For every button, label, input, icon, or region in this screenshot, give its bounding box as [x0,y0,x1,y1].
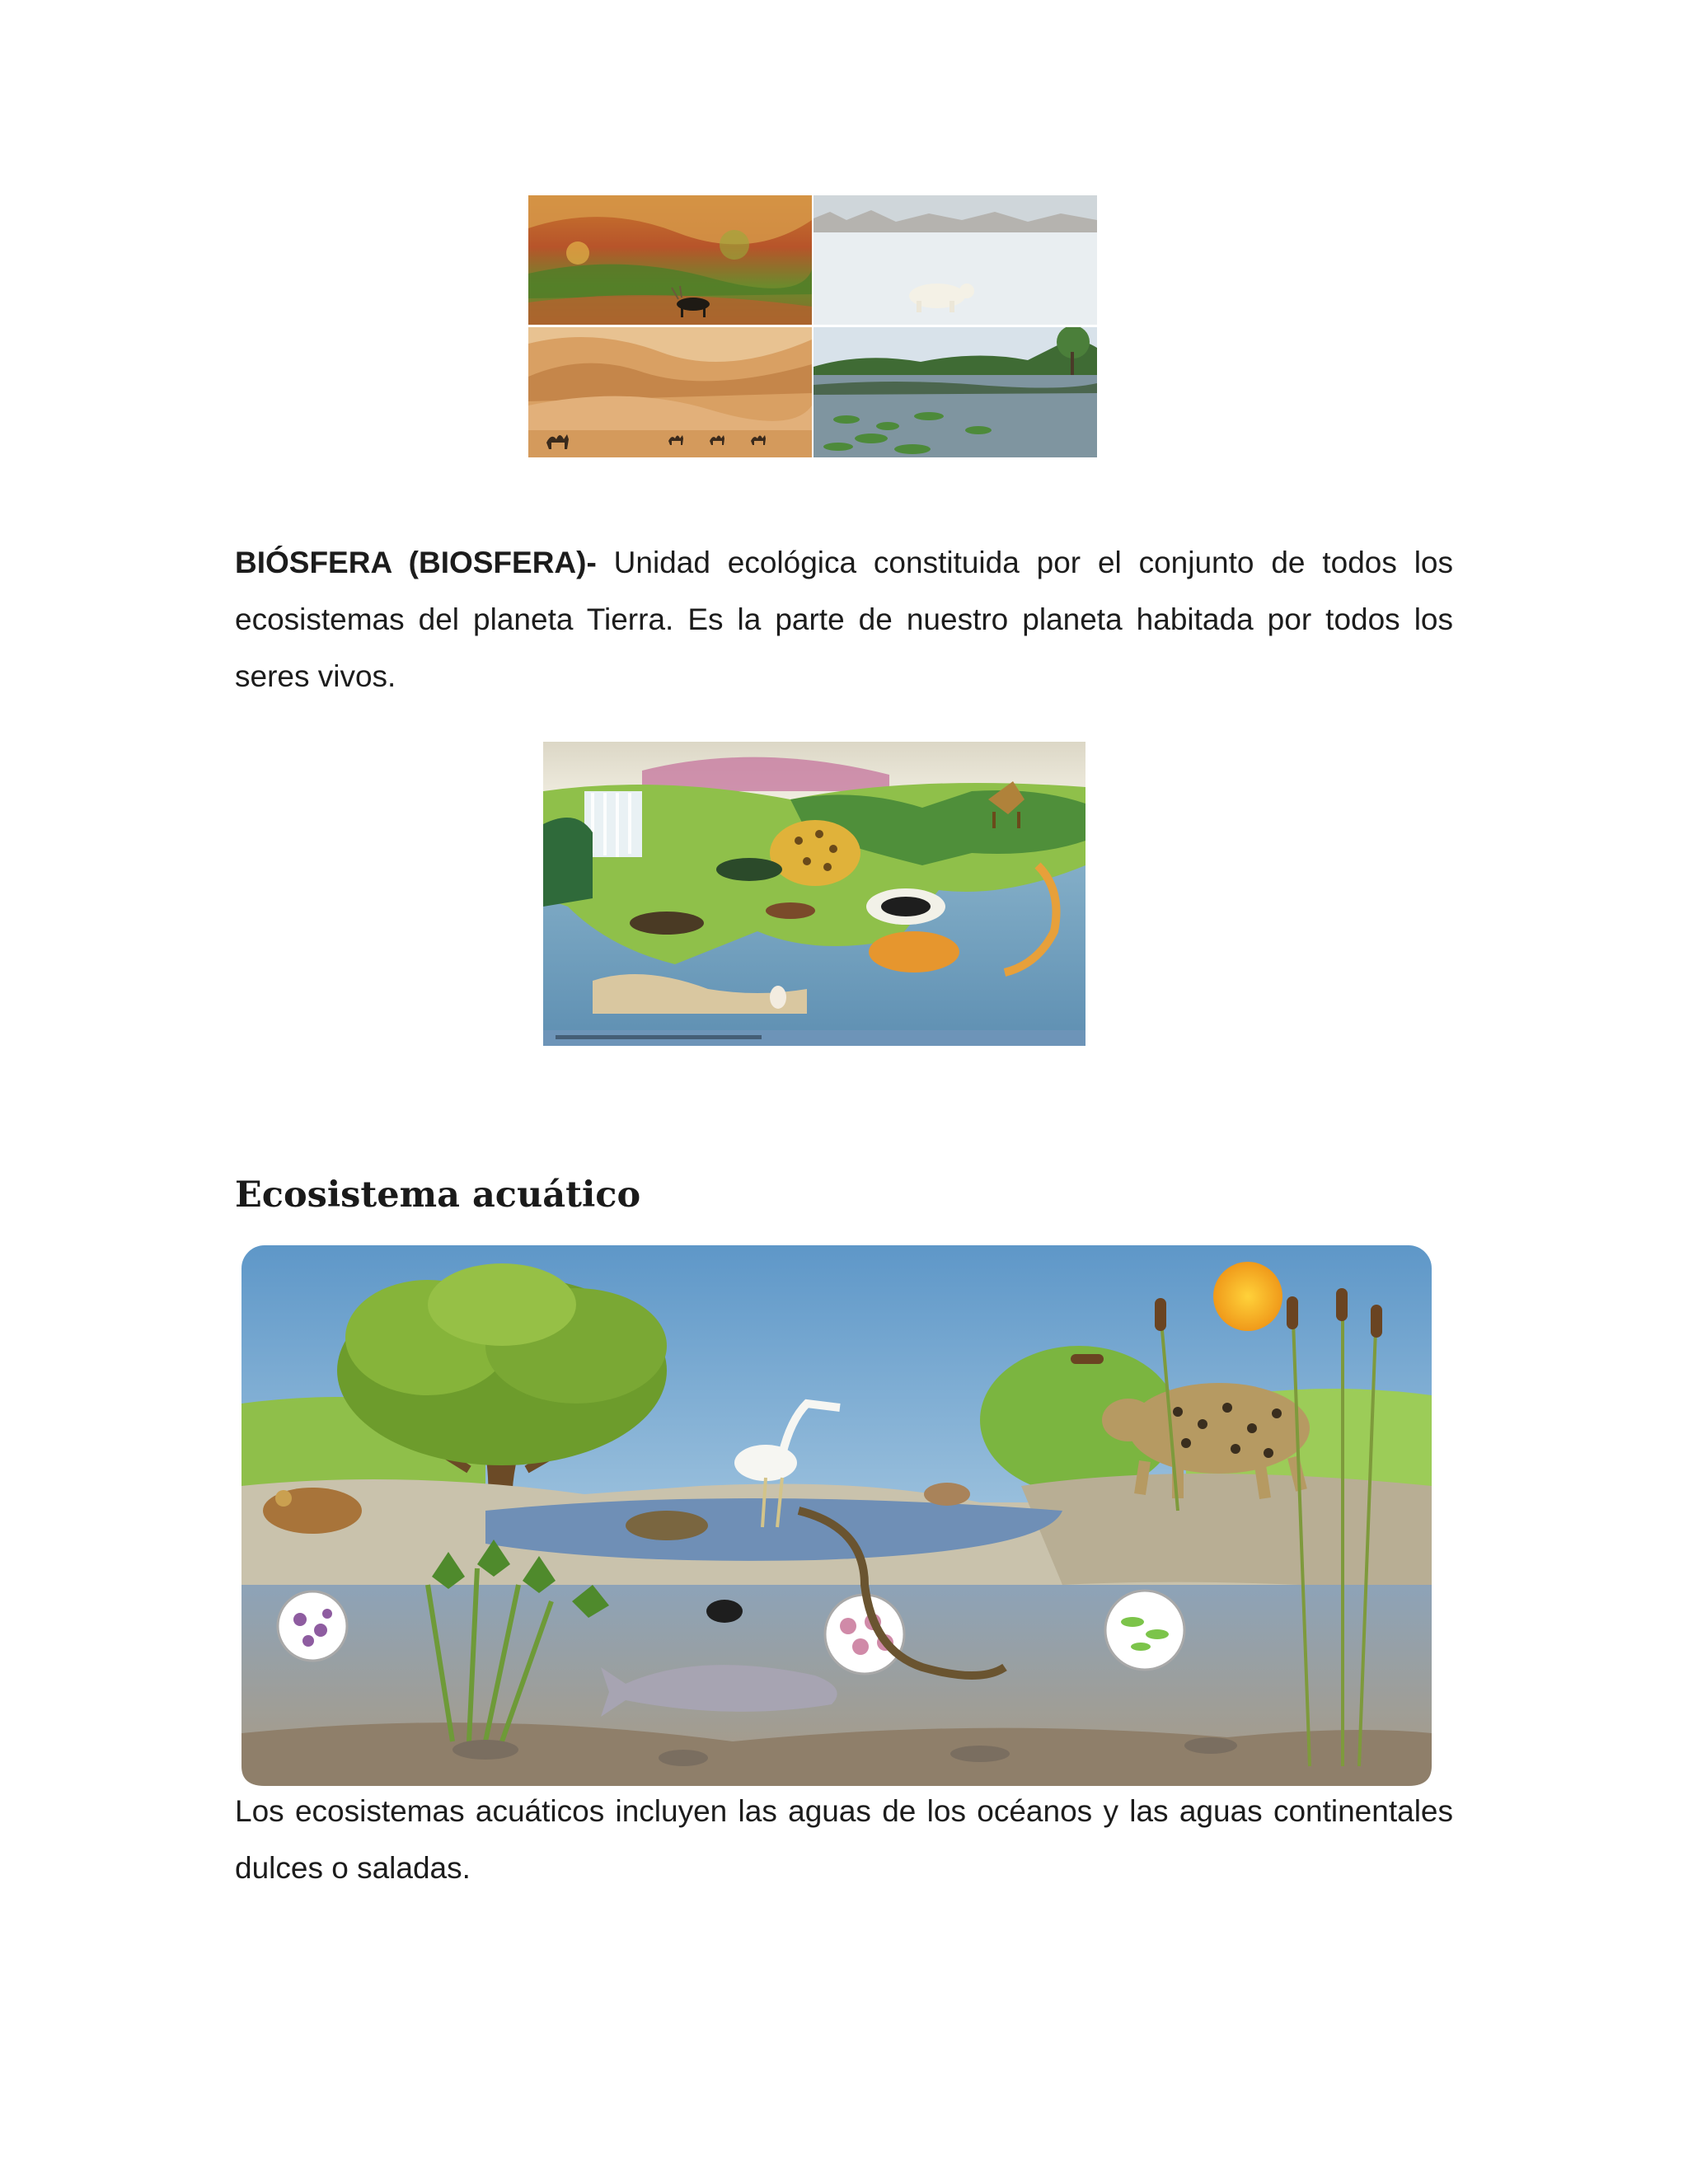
polar-bear-photo [814,195,1097,325]
desert-photo [528,327,812,457]
biosphere-definition [235,534,1453,705]
biosphere-definition-text: Unidad ecológica constituida por el conjunto de todos los ecosistemas del planeta Tierra. Es la parte de nuestro planeta habitada por todos los seres vivos. [235,546,1453,693]
aquatic-ecosystem-illustration [238,1239,1435,1789]
biosphere-illustration [543,742,1085,1046]
aquatic-ecosystem-text: Los ecosistemas acuáticos incluyen las aguas de los océanos y las aguas continentales dulces o saladas. [235,1794,1453,1885]
biome-photo-collage [528,195,1097,457]
tundra-photo [528,195,812,325]
wetland-photo [814,327,1097,457]
biosphere-term: BIÓSFERA (BIOSFERA)- [235,546,597,579]
aquatic-ecosystem-heading: Ecosistema acuático [235,1174,641,1216]
